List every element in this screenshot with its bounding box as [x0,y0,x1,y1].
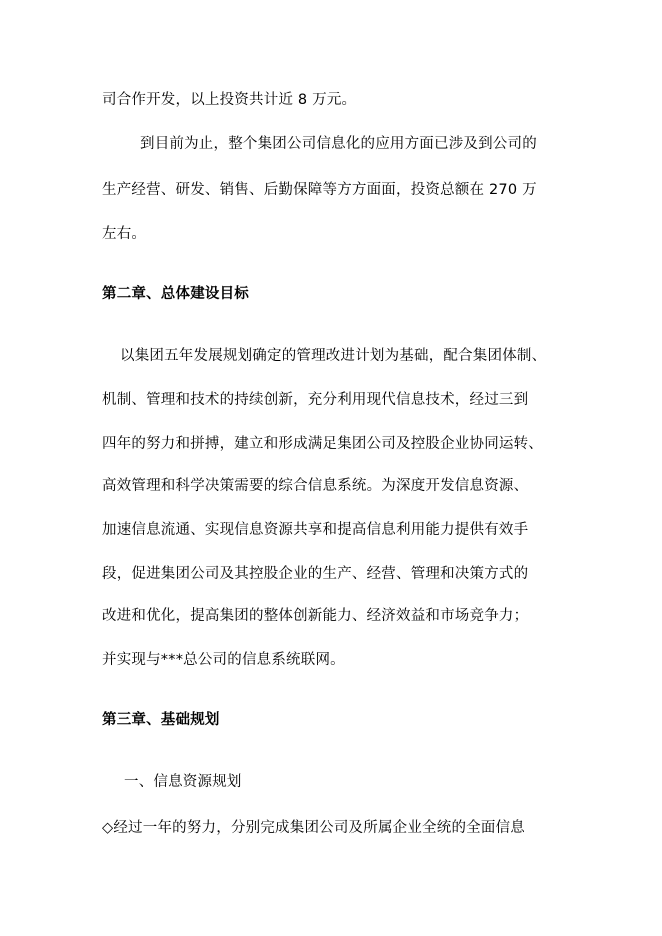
paragraph-line: 加速信息流通、实现信息资源共享和提高信息利用能力提供有效手 [102,522,529,538]
chapter-heading: 第三章、基础规划 [102,712,220,728]
paragraph-line: ◇经过一年的努力，分别完成集团公司及所属企业全统的全面信息 [102,820,525,836]
section-heading: 一、信息资源规划 [124,774,242,790]
paragraph-line: 改进和优化，提高集团的整体创新能力、经济效益和市场竞争力； [102,608,529,624]
paragraph-line: 司合作开发，以上投资共计近 8 万元。 [102,92,357,108]
paragraph-line: 左右。 [102,226,147,242]
paragraph-line: 到目前为止，整个集团公司信息化的应用方面已涉及到公司的 [140,136,537,152]
paragraph-line: 高效管理和科学决策需要的综合信息系统。为深度开发信息资源、 [102,478,529,494]
paragraph-line: 四年的努力和拼搏，建立和形成满足集团公司及控股企业协同运转、 [102,436,543,452]
chapter-heading: 第二章、总体建设目标 [102,286,249,302]
paragraph-line: 机制、管理和技术的持续创新，充分利用现代信息技术，经过三到 [102,392,529,408]
paragraph-line: 生产经营、研发、销售、后勤保障等方方面面，投资总额在 270 万 [102,182,537,198]
paragraph-line: 并实现与***总公司的信息系统联网。 [102,652,345,668]
paragraph-line: 以集团五年发展规划确定的管理改进计划为基础，配合集团体制、 [120,348,547,364]
paragraph-line: 段，促进集团公司及其控股企业的生产、经营、管理和决策方式的 [102,566,529,582]
